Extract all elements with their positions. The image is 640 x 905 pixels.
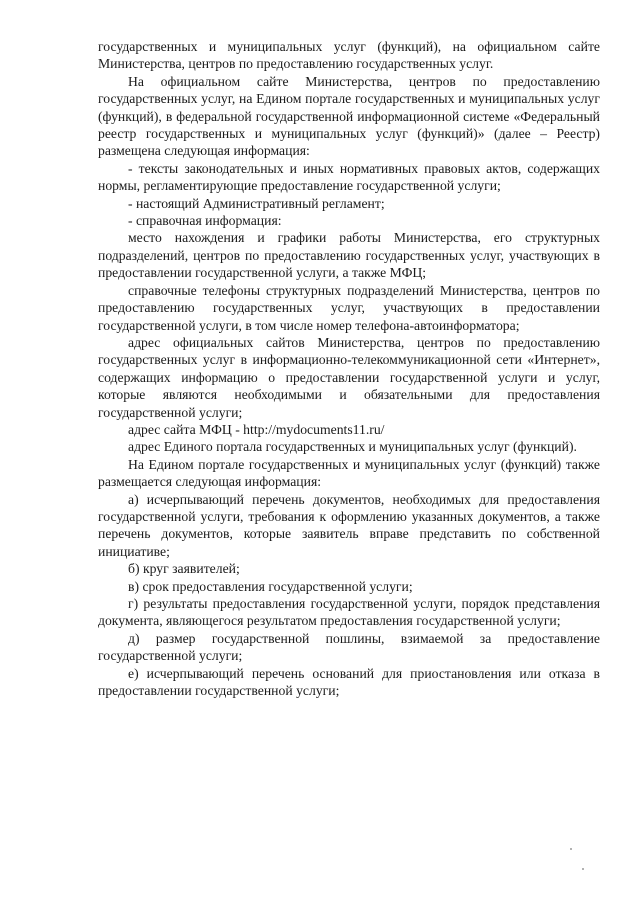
paragraph-12: а) исчерпывающий перечень документов, необходимых для предоставления государственной услуги, требования к оформлению указанных документов, а также перечень документов, которые заявитель вправе представить по собственной инициативе; xyxy=(98,491,600,559)
paragraph-9: адрес сайта МФЦ - http://mydocuments11.ru/ xyxy=(128,421,385,437)
paragraph-15: г) результаты предоставления государственной услуги, порядок представления документа, являющегося результатом предоставления государственной услуги; xyxy=(98,596,600,629)
paragraph-6: место нахождения и графики работы Министерства, его структурных подразделений, центров по предоставлению государственных услуг, участвующих в предоставлении государственной услуги, а также МФЦ; xyxy=(98,230,600,281)
paragraph-1: государственных и муниципальных услуг (функций), на официальном сайте Министерства, центров по предоставлению государственных услуг. xyxy=(98,39,600,72)
paragraph-8: адрес официальных сайтов Министерства, центров по предоставлению государственных услуг в информационно-телекоммуникационной сети «Интернет», содержащих информацию о предоставлении государственной услуги и услуг, которые являются необходимыми и обязательными для предоставления государственной услуги; xyxy=(98,334,600,420)
scan-speck xyxy=(582,868,584,870)
paragraph-3: - тексты законодательных и иных нормативных правовых актов, содержащих нормы, регламентирующие предоставление государственной услуги; xyxy=(98,160,600,194)
scan-speck xyxy=(570,848,572,850)
document-page xyxy=(98,38,600,699)
paragraph-2: На официальном сайте Министерства, центров по предоставлению государственных услуг, на Едином портале государственных и муниципальных услуг (функций), в федеральной государственной информационной системе «Федеральный реестр государственных и муниципальных услуг (функций)» (далее – Реестр) размещена следующая информация: xyxy=(98,73,600,159)
paragraph-11: На Едином портале государственных и муниципальных услуг (функций) также размещается следующая информация: xyxy=(98,456,600,490)
paragraph-7: справочные телефоны структурных подразделений Министерства, центров по предоставлению государственных услуг, участвующих в предоставлении государственной услуги, в том числе номер телефона-автоинформатора; xyxy=(98,282,600,333)
paragraph-10: адрес Единого портала государственных и муниципальных услуг (функций). xyxy=(128,439,577,455)
paragraph-17: е) исчерпывающий перечень оснований для приостановления или отказа в предоставлении государственной услуги; xyxy=(98,665,600,699)
paragraph-14: в) срок предоставления государственной услуги; xyxy=(128,578,413,594)
paragraph-5: - справочная информация: xyxy=(128,213,282,229)
paragraph-13: б) круг заявителей; xyxy=(128,561,240,577)
paragraph-4: - настоящий Административный регламент; xyxy=(128,195,385,211)
paragraph-16: д) размер государственной пошлины, взимаемой за предоставление государственной услуги; xyxy=(98,630,600,664)
